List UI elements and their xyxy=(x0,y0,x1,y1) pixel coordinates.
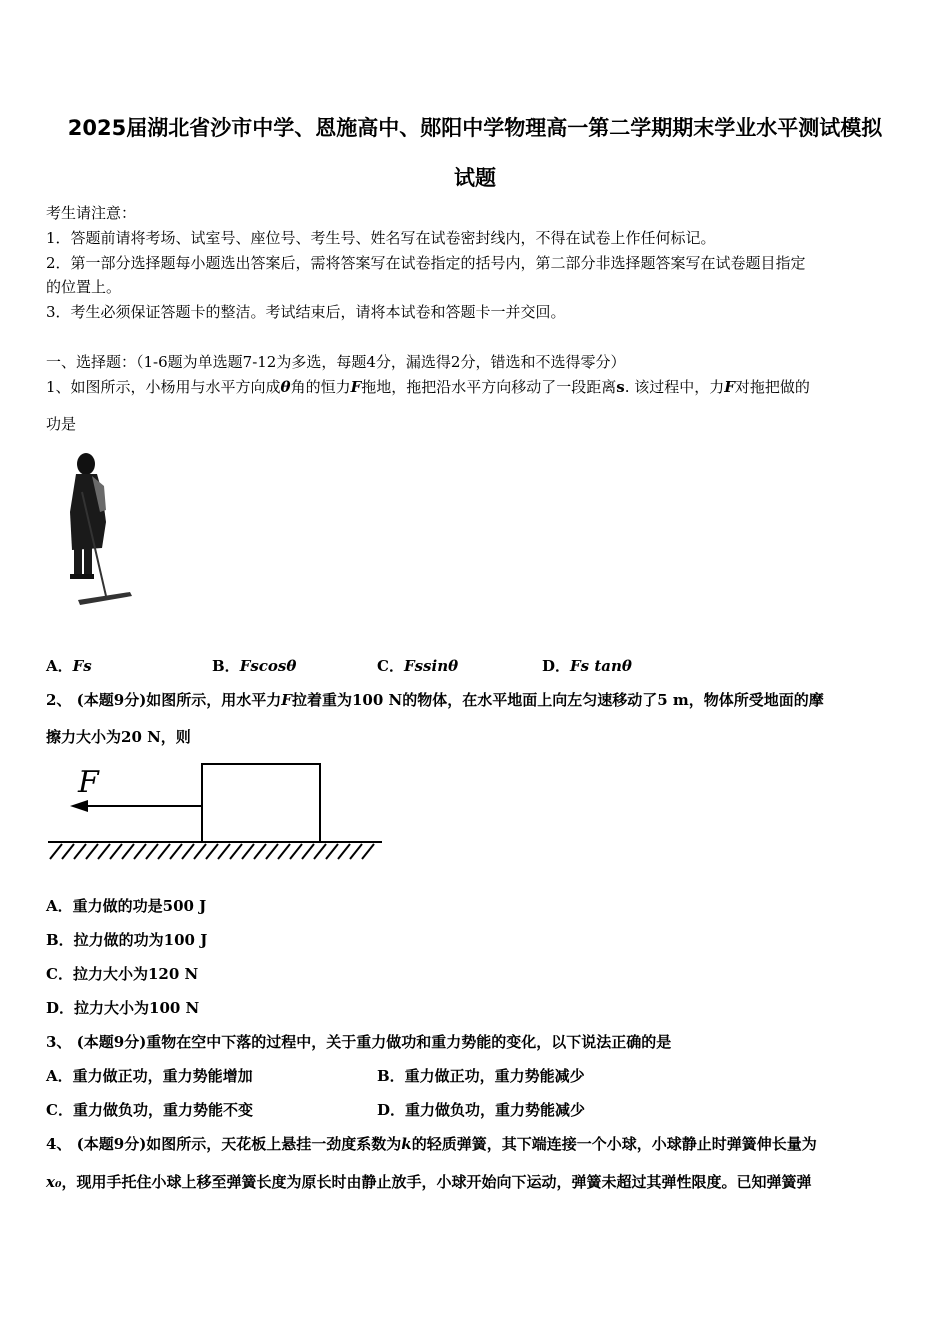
page-title-line-2: 试题 xyxy=(454,166,496,190)
q3-text: 3、 (本题9分)重物在空中下落的过程中，关于重力做功和重力势能的变化，以下说法正确的是 xyxy=(46,1033,672,1051)
q1-text-e: 对拖把做的 xyxy=(734,378,810,396)
q1-text-a: 1、如图所示，小杨用与水平方向成 xyxy=(46,378,281,396)
q4-text-b: 的轻质弹簧，其下端连接一个小球，小球静止时弹簧伸长量为 xyxy=(411,1135,817,1153)
q1-text xyxy=(46,377,810,397)
q4-x0: x₀ xyxy=(46,1173,62,1191)
q2-text-line-2: 擦力大小为20 N，则 xyxy=(46,728,191,746)
notice-item-2-cont: 的位置上。 xyxy=(46,278,122,296)
q2-option-b: B．拉力做的功为100 J xyxy=(46,931,208,949)
q4-text-line-2 xyxy=(46,1172,812,1192)
notice-item-1: 1．答题前请将考场、试室号、座位号、考生号、姓名写在试卷密封线内，不得在试卷上作任何标记。 xyxy=(46,229,716,247)
q1-theta: θ xyxy=(280,378,291,396)
q1-mopping-figure xyxy=(62,452,142,614)
person-head xyxy=(77,453,95,475)
q1-option-d: D．Fs tanθ xyxy=(542,657,632,675)
q3-option-a: A．重力做正功，重力势能增加 xyxy=(46,1067,253,1085)
q1-text-d: . 该过程中，力 xyxy=(624,378,725,396)
person-leg-right xyxy=(84,546,92,576)
page-title-line-1: 2025届湖北省沙市中学、恩施高中、郧阳中学物理高一第二学期期末学业水平测试模拟 xyxy=(67,116,883,140)
q3-option-c: C．重力做负功，重力势能不变 xyxy=(46,1101,253,1119)
q2-option-c: C．拉力大小为120 N xyxy=(46,965,199,983)
q1-text-line-2: 功是 xyxy=(46,415,77,433)
q2-text-b: 拉着重为100 N的物体，在水平地面上向左匀速移动了5 m，物体所受地面的摩 xyxy=(291,691,824,709)
notice-item-3: 3．考生必须保证答题卡的整洁。考试结束后，请将本试卷和答题卡一并交回。 xyxy=(46,303,566,321)
q4-text-a: 4、 (本题9分)如图所示，天花板上悬挂一劲度系数为 xyxy=(46,1135,402,1153)
q2-text xyxy=(46,690,824,710)
q4-text xyxy=(46,1134,817,1154)
q2-text-a: 2、 (本题9分)如图所示，用水平力 xyxy=(46,691,282,709)
q2-option-a: A．重力做的功是500 J xyxy=(46,897,207,915)
notice-heading: 考生请注意： xyxy=(46,204,137,222)
q1-option-b: B．Fscosθ xyxy=(212,657,297,675)
q1-F2: F xyxy=(724,378,735,396)
section-heading: 一、选择题：（1-6题为单选题7-12为多选，每题4分，漏选得2分，错选和不选得零分） xyxy=(46,353,626,371)
person-foot-right xyxy=(82,574,94,579)
q1-s: s xyxy=(616,378,625,396)
q2-option-d: D．拉力大小为100 N xyxy=(46,999,200,1017)
q3-option-b: B．重力做正功，重力势能减少 xyxy=(377,1067,585,1085)
q1-text-c: 拖地，拖把沿水平方向移动了一段距离 xyxy=(361,378,617,396)
force-arrow-head xyxy=(70,800,88,812)
q2-block-figure xyxy=(46,760,386,864)
q2-F: F xyxy=(281,691,292,709)
person-leg-left xyxy=(74,546,82,576)
q4-text-line-2-body: ，现用手托住小球上移至弹簧长度为原长时由静止放手，小球开始向下运动，弹簧未超过其弹性限度。已知弹簧弹 xyxy=(61,1173,812,1191)
q1-text-b: 角的恒力 xyxy=(290,378,351,396)
block xyxy=(202,764,320,842)
q1-option-a: A．Fs xyxy=(46,657,92,675)
ground-hatching xyxy=(50,844,374,859)
q3-option-d: D．重力做负功，重力势能减少 xyxy=(377,1101,586,1119)
force-label: F xyxy=(78,765,99,800)
q1-option-c: C．Fssinθ xyxy=(377,657,459,675)
q1-F: F xyxy=(350,378,362,396)
q4-k: k xyxy=(401,1135,412,1153)
notice-item-2: 2．第一部分选择题每小题选出答案后，需将答案写在试卷指定的括号内，第二部分非选择题答案写在试卷题目指定 xyxy=(46,254,806,272)
person-foot-left xyxy=(70,574,84,579)
